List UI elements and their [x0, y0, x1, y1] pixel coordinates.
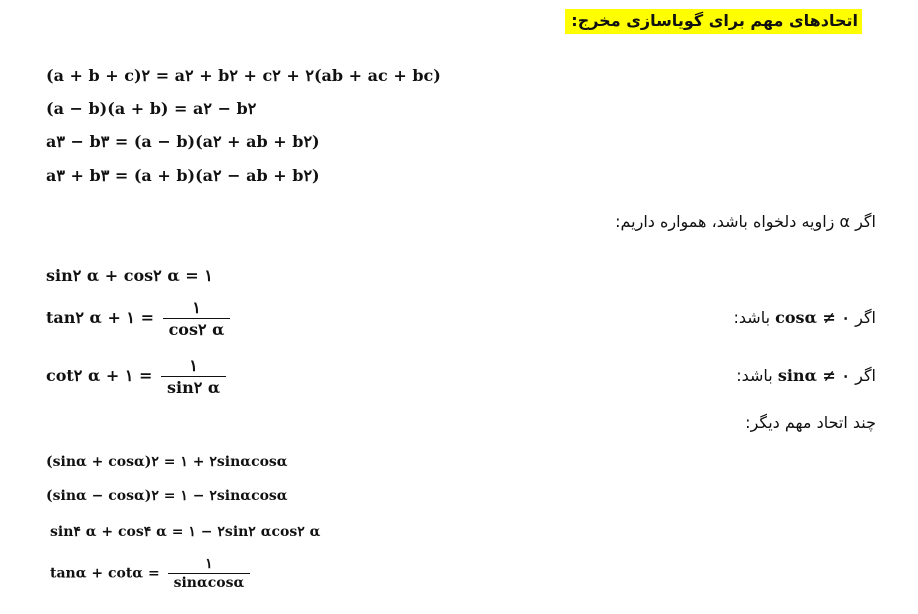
- fraction-numerator: ۱: [168, 556, 251, 574]
- condition-expression: cosα ≠ ۰: [775, 308, 851, 327]
- tan-identity: [46, 298, 230, 339]
- fraction-denominator: sin۲ α: [166, 378, 221, 397]
- tan-identity-fraction: [163, 298, 231, 339]
- angle-intro-text: اگر α زاویه دلخواه باشد، همواره داریم:: [615, 212, 876, 231]
- tan-identity-lhs: tan۲ α + ۱ =: [46, 308, 154, 327]
- identity-sin-minus-cos-squared: (sinα − cosα)۲ = ۱ − ۲sinαcosα: [46, 488, 288, 504]
- identity-difference-of-squares: (a − b)(a + b) = a۲ − b۲: [46, 99, 257, 118]
- identity-difference-of-cubes: a۳ − b۳ = (a − b)(a۲ + ab + b۲): [46, 132, 320, 151]
- section-heading: اتحادهای مهم برای گویاسازی مخرج:: [565, 9, 862, 34]
- condition-if: اگر: [855, 366, 876, 385]
- more-identities-heading: چند اتحاد مهم دیگر:: [745, 413, 876, 432]
- condition-if: اگر: [855, 308, 876, 327]
- tan-plus-cot-fraction: [168, 556, 251, 591]
- condition-suffix: باشد:: [736, 366, 773, 385]
- identity-square-of-sum: (a + b + c)۲ = a۲ + b۲ + c۲ + ۲(ab + ac + bc): [46, 66, 441, 85]
- fraction-denominator: cos۲ α: [168, 320, 225, 339]
- cot-identity-fraction: [161, 356, 226, 397]
- fraction-denominator: sinαcosα: [173, 575, 245, 591]
- identity-sum-of-cubes: a۳ + b۳ = (a + b)(a۲ − ab + b۲): [46, 166, 320, 185]
- sin-condition: [736, 366, 876, 385]
- pythagorean-identity: sin۲ α + cos۲ α = ۱: [46, 266, 213, 285]
- condition-expression: sinα ≠ ۰: [777, 366, 851, 385]
- cot-identity: [46, 356, 226, 397]
- identity-tan-plus-cot: [50, 556, 250, 591]
- fraction-numerator: ۱: [163, 298, 231, 319]
- identity-fourth-powers: sin۴ α + cos۴ α = ۱ − ۲sin۲ αcos۲ α: [50, 524, 321, 540]
- tan-plus-cot-lhs: tanα + cotα =: [50, 565, 160, 582]
- cot-identity-lhs: cot۲ α + ۱ =: [46, 366, 153, 385]
- identity-sin-plus-cos-squared: (sinα + cosα)۲ = ۱ + ۲sinαcosα: [46, 454, 288, 470]
- condition-suffix: باشد:: [733, 308, 771, 327]
- fraction-numerator: ۱: [161, 356, 226, 377]
- cos-condition: [734, 308, 876, 327]
